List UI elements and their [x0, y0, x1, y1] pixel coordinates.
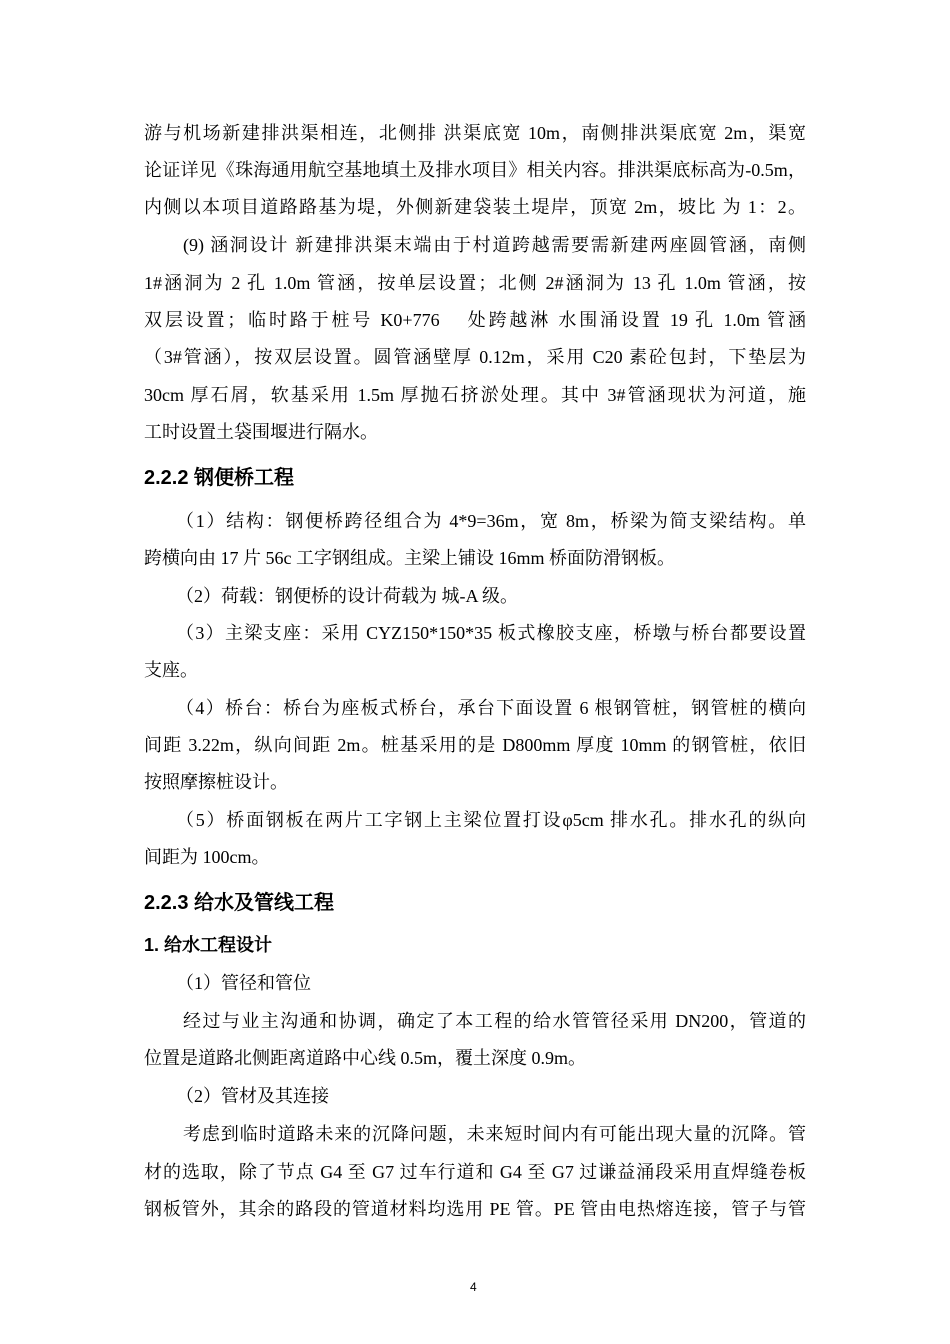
paragraph-line: （1）结构：钢便桥跨径组合为 4*9=36m，宽 8m，桥梁为简支梁结构。单	[176, 511, 806, 531]
paragraph-line: 支座。	[144, 660, 198, 680]
paragraph-line: 按照摩擦桩设计。	[144, 772, 288, 792]
paragraph-line: 间距为 100cm。	[144, 847, 270, 867]
page-number: 4	[470, 1280, 477, 1294]
paragraph-line: 钢板管外，其余的路段的管道材料均选用 PE 管。PE 管由电热熔连接，管子与管	[144, 1199, 806, 1219]
paragraph-line: 双层设置；临时路于桩号 K0+776 处跨越淋 水围涌设置 19 孔 1.0m 管涵	[144, 310, 806, 330]
paragraph-line: 考虑到临时道路未来的沉降问题，未来短时间内有可能出现大量的沉降。管	[183, 1124, 806, 1144]
paragraph-line: 论证详见《珠海通用航空基地填土及排水项目》相关内容。排洪渠底标高为-0.5m，	[144, 160, 806, 180]
section-heading: 2.2.3 给水及管线工程	[144, 892, 335, 914]
paragraph-line: 工时设置土袋围堰进行隔水。	[144, 422, 378, 442]
paragraph-line: 30cm 厚石屑，软基采用 1.5m 厚抛石挤淤处理。其中 3#管涵现状为河道，施	[144, 385, 806, 405]
paragraph-line: 跨横向由 17 片 56c 工字钢组成。主梁上铺设 16mm 桥面防滑钢板。	[144, 548, 675, 568]
paragraph-line: 材的选取，除了节点 G4 至 G7 过车行道和 G4 至 G7 过谦益涌段采用直焊缝卷板	[144, 1162, 806, 1182]
paragraph-line: 间距 3.22m，纵向间距 2m。桩基采用的是 D800mm 厚度 10mm 的钢管桩，依旧	[144, 735, 806, 755]
paragraph-line: 内侧以本项目道路路基为堤，外侧新建袋装土堤岸，顶宽 2m，坡比 为 1：2。	[144, 197, 806, 217]
paragraph-line: （3#管涵），按双层设置。圆管涵壁厚 0.12m，采用 C20 素砼包封，下垫层为	[144, 347, 806, 367]
paragraph-line: （2）荷载：钢便桥的设计荷载为 城-A 级。	[176, 586, 518, 606]
paragraph-line: （2）管材及其连接	[176, 1086, 329, 1106]
paragraph-line: （3）主梁支座：采用 CYZ150*150*35 板式橡胶支座，桥墩与桥台都要设置	[176, 623, 806, 643]
paragraph-line: 位置是道路北侧距离道路中心线 0.5m，覆土深度 0.9m。	[144, 1048, 586, 1068]
subsection-heading: 1. 给水工程设计	[144, 935, 273, 955]
paragraph-line: 经过与业主沟通和协调，确定了本工程的给水管管径采用 DN200，管道的	[183, 1011, 806, 1031]
section-heading: 2.2.2 钢便桥工程	[144, 467, 295, 489]
paragraph-line: (9) 涵洞设计 新建排洪渠末端由于村道跨越需要需新建两座圆管涵，南侧	[183, 235, 806, 255]
paragraph-line: （1）管径和管位	[176, 973, 311, 993]
paragraph-line: （4）桥台：桥台为座板式桥台，承台下面设置 6 根钢管桩，钢管桩的横向	[176, 698, 806, 718]
paragraph-line: （5）桥面钢板在两片工字钢上主梁位置打设φ5cm 排水孔。排水孔的纵向	[176, 810, 806, 830]
paragraph-line: 1#涵洞为 2 孔 1.0m 管涵，按单层设置；北侧 2#涵洞为 13 孔 1.0m 管涵，按	[144, 273, 806, 293]
paragraph-line: 游与机场新建排洪渠相连，北侧排 洪渠底宽 10m，南侧排洪渠底宽 2m，渠宽	[144, 123, 806, 143]
